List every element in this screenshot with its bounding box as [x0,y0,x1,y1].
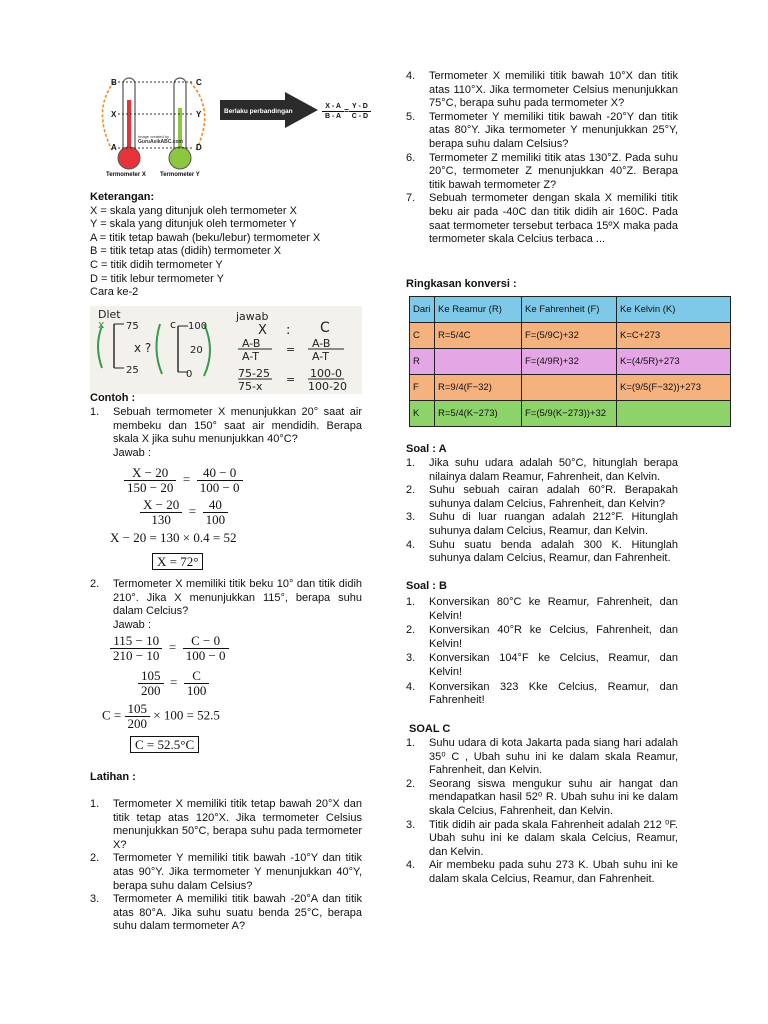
list-item: 5. Termometer Y memiliki titik bawah -20°Y dan titik atas 80°Y. Jika termometer Y menunjukkan 25°Y, berapa suhu dalam Celsius? [406,110,678,150]
proportion-formula: $\frac{X - A}{B - A}$ = $\frac{Y - D}{C - D}$ [322,102,371,121]
label-x: X [111,110,117,119]
hw-f1-num: A-B [242,337,261,350]
legend-line: Y = skala yang ditunjuk oleh termometer Y [90,218,297,231]
legend-title: Keterangan: [90,191,155,203]
table-cell: K=(9/5(F−32))+273 [617,375,731,401]
table-cell: R=5/4(K−273) [435,401,522,427]
list-item: 3. Suhu di luar ruangan adalah 212°F. Hitunglah suhunya dalam Celcius, Reamur, dan Kelvin. [406,511,678,537]
thermometer-x-bulb-icon [118,147,140,169]
hw-20: 20 [190,345,203,356]
thermometer-figure [90,70,380,182]
contoh-list [90,406,362,447]
hw-f4-den: 100-20 [308,380,347,393]
math-row: $\frac{X - 20}{130}$ = $\frac{40}{100}$ [140,498,228,527]
legend-line: B = titik tetap atas (didih) termometer X [90,245,282,258]
soal-a-list [406,457,678,566]
hw-f3-den: 75-x [238,380,263,393]
list-item: 1. Jika suhu udara adalah 50°C, hitunglah berapa nilainya dalam Reamur, Fahrenheit, dan Kelvin. [406,457,678,483]
table-row [410,323,731,349]
latihan-list-continued [406,70,678,247]
table-cell: Ke Kelvin (K) [617,297,731,323]
hw-c: c [170,318,177,331]
list-item: 4. Termometer X memiliki titik bawah 10°X dan titik atas 110°X. Jika termometer Celsius menunjukkan 75°C, berapa suhu pada termometer X? [406,70,678,110]
legend-line: A = titik tetap bawah (beku/lebur) termometer X [90,231,321,244]
math-row: $\frac{X - 20}{150 - 20}$ = $\frac{40 - 0}{100 - 0}$ [124,466,243,495]
table-cell: R=5/4C [435,323,522,349]
hw-75: 75 [126,321,139,332]
list-item: 2. Konversikan 40°R ke Celcius, Fahrenheit, dan Kelvin! [406,624,678,650]
table-cell: F=(5/9(K−273))+32 [522,401,617,427]
math-row: C = $\frac{105}{200}$ × 100 = 52.5 [102,701,220,731]
list-item: 1. Konversikan 80°C ke Reamur, Fahrenheit, dan Kelvin! [406,596,678,622]
contoh-list [90,578,362,619]
list-item: 1. Sebuah termometer X menunjukkan 20° saat air membeku dan 150° saat air mendidih. Berapa skala X jika suhu menunjukkan 40°C? [90,406,362,446]
label-b: B [111,78,117,87]
table-cell: Ke Reamur (R) [435,297,522,323]
list-item: 1. Termometer X memiliki titik tetap bawah 20°X dan titik tetap atas 120°X. Jika termometer Celsius menunjukkan 50°C, berapa suhu pada termometer X? [90,798,362,851]
table-row [410,297,731,323]
label-y: Y [196,110,202,119]
jawab-label: Jawab : [113,619,151,631]
list-item: 4. Suhu suatu benda adalah 300 K. Hitunglah suhunya dalam Celcius, Reamur, dan Fahrenheit. [406,538,678,565]
label-c: C [196,78,202,87]
hw-f4-num: 100-0 [310,367,342,380]
list-item: 1. Suhu udara di kota Jakarta pada siang hari adalah 35⁰ C , Ubah suhu ini ke dalam skala Reamur, Fahrenheit, dan Kelvin. [406,737,678,777]
hw-x: x [98,318,105,331]
table-cell: F=(5/9C)+32 [522,323,617,349]
answer-box: X = 72° [152,555,203,569]
list-item: 3. Termometer A memiliki titik bawah -20°A dan titik atas 80°A. Jika suhu suatu benda 25°C, berapa suhu dalam termometer A? [90,893,362,933]
table-cell [435,349,522,375]
list-item: 7. Sebuah termometer dengan skala X memiliki titik beku air pada -40C dan titik didih air 160C. Pada saat termometer tersebut terbaca 15ºX maka pada termometer skala Celcius terbaca ... [406,192,678,246]
table-row [410,349,731,375]
contoh-title: Contoh : [90,392,136,404]
hw-f1-den: A-T [242,350,259,363]
list-item: 2. Suhu sebuah cairan adalah 60°R. Berapakah suhunya dalam Celcius, Fahrenheit, dan Kelvin? [406,484,678,510]
table-cell: F [410,375,435,401]
caption-y: Termometer Y [160,172,200,178]
watermark: Image created by GuruAsikABC.com [138,134,184,145]
list-item: 4. Konversikan 323 Kke Celcius, Reamur, dan Fahrenheit! [406,680,678,707]
hw-0: 0 [186,369,193,380]
table-cell: Dari [410,297,435,323]
table-cell: Ke Fahrenheit (F) [522,297,617,323]
hw-jawab: jawab [236,310,269,323]
list-item: 3. Konversikan 104°F ke Celcius, Reamur, dan Kelvin! [406,652,678,678]
hw-100: 100 [188,321,208,332]
table-row [410,401,731,427]
soal-a-title: Soal : A [406,443,447,455]
table-cell [617,401,731,427]
caption-x: Termometer X [106,172,146,178]
hw-eq1: = [286,343,296,356]
hw-f2-num: A-B [312,337,331,350]
table-cell: K=(4/5R)+273 [617,349,731,375]
legend-line: X = skala yang ditunjuk oleh termometer X [90,204,297,217]
table-cell: K=C+273 [617,323,731,349]
math-row: X − 20 = 130 × 0.4 = 52 [110,530,237,545]
table-cell: R=9/4(F−32) [435,375,522,401]
label-a: A [111,143,117,152]
table-cell: F=(4/9R)+32 [522,349,617,375]
jawab-label: Jawab : [113,447,151,459]
ringkasan-title: Ringkasan konversi : [406,278,517,290]
latihan-list [90,798,362,934]
soal-c-list [406,737,678,887]
hw-big-c: C [320,320,330,336]
hw-dlet: Dlet [98,308,121,321]
arrow-text: Berlaku perbandingan [224,108,293,115]
legend-line: Cara ke-2 [90,286,139,299]
hw-colon: : [286,323,291,338]
answer-box: C = 52.5°C [130,738,199,752]
math-row: $\frac{105}{200}$ = $\frac{C}{100}$ [138,669,209,698]
label-d: D [196,143,202,152]
handwritten-photo [90,306,362,394]
legend-line: D = titik lebur termometer Y [90,272,224,285]
list-item: 3. Titik didih air pada skala Fahrenheit adalah 212 ⁰F. Ubah suhu ini ke dalam skala Celcius, Reamur, dan Kelvin. [406,818,678,858]
table-row [410,375,731,401]
soal-b-title: Soal : B [406,580,447,592]
hw-f2-den: A-T [312,350,329,363]
list-item: 2. Seorang siswa mengukur suhu air hangat dan mendapatkan hasil 52⁰ R. Ubah suhu ini ke dalam skala Celcius, Fahrenheit, dan Kelvin. [406,777,678,817]
soal-b-list [406,596,678,708]
table-cell: C [410,323,435,349]
list-item: 6. Termometer Z memiliki titik atas 130°Z. Pada suhu 20°C, termometer Z menunjukkan 40°Z. Berapa titik bawah termometer Z? [406,151,678,191]
math-row: $\frac{115 - 10}{210 - 10}$ = $\frac{C - 0}{100 - 0}$ [110,634,229,663]
table-cell: K [410,401,435,427]
legend-block [90,191,362,300]
hw-big-x: X [258,323,267,338]
thermometer-y-bulb-icon [169,147,191,169]
latihan-title: Latihan : [90,771,136,783]
list-item: 4. Air membeku pada suhu 273 K. Ubah suhu ini ke dalam skala Celcius, Reamur, dan Fahrenheit. [406,859,678,885]
hw-eq2: = [286,373,296,386]
table-cell: R [410,349,435,375]
legend-line: C = titik didih termometer Y [90,258,223,271]
list-item: 2. Termometer X memiliki titik beku 10° dan titik didih 210°. Jika X menunjukkan 115°, berapa suhu dalam Celcius? [90,578,362,618]
soal-c-title: SOAL C [409,723,451,735]
conversion-table [409,296,731,427]
hw-25: 25 [126,365,139,376]
list-item: 2. Termometer Y memiliki titik bawah -10°Y dan titik atas 90°Y. Jika termometer Y menunjukkan 40°Y, berapa suhu dalam Celsius? [90,852,362,892]
hw-f3-num: 75-25 [238,367,270,380]
hw-q: x ? [134,341,152,355]
table-cell [522,375,617,401]
